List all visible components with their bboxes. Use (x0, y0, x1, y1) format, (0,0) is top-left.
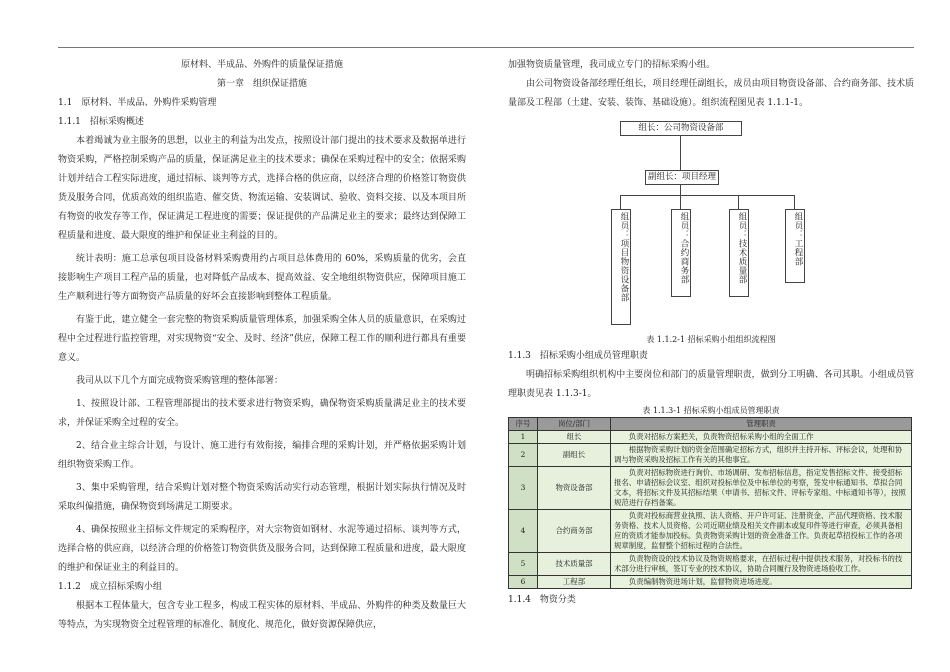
row-no: 3 (509, 467, 538, 510)
table-row (509, 467, 912, 510)
paragraph-group-composition: 由公司物资设备部经理任组长，项目经理任副组长，成员由项目物资设备部、合约商务部、技术质量部及工程部（土建、安装、装饰、基础设施）。组织流程图见表 1.1.1-1。 (508, 79, 914, 108)
table-row (509, 576, 912, 589)
header-rule (58, 47, 914, 48)
org-connector (680, 195, 681, 209)
row-duty: 负责对投标商营业执照、法人资格、开户许可证、注册资金、产品代理资格、技术服务资格、技术人员资格、公司近期业绩及相关文件副本或复印件等进行审查，必须具备相应的资质才能参加投标。负责物资采购计划的资金准备工作。负责起草招投标工作的各项规章制度，监督整个招标过程的合法性。 (611, 510, 912, 553)
org-member-quality: 组员：技术质量部 (729, 209, 749, 297)
row-dept: 副组长 (538, 444, 611, 467)
paragraph-overview: 本着竭诚为业主服务的思想，以业主的利益为出发点，按照设计部门提出的技术要求及数据单进行物资采购，严格控制采购产品的质量，保证满足业主的技术要求；确保在采购过程中的安全；依据采购计划并结合工程实际进度，通过招标、谈判等方式，选择合格的供应商，以经济合理的价格签订物资供货及服务合同，优质高效的组织监造、催交货、物流运输、安装调试、验收、资料交接、以及本项目所有物资的收发存等工作，保证满足工程进度的需要；保证提供的产品满足业主的要求；最终达到保障工程质量和进度、最大限度的维护和保证业主利益的目的。 (58, 136, 466, 241)
table-header-row (509, 418, 912, 431)
section-heading-1-1-3: 1.1.3 招标采购小组成员管理职责 (508, 351, 648, 361)
chapter-heading: 第一章 组织保证措施 (216, 79, 307, 89)
column-header-dept: 岗位/部门 (538, 418, 611, 431)
row-dept: 合约商务部 (538, 510, 611, 553)
paragraph-item-1: 1、按照设计部、工程管理部提出的技术要求进行物资采购，确保物资采购质量满足业主的技术要求，并保证采购全过程的安全。 (58, 399, 466, 428)
org-connector (738, 195, 739, 209)
responsibility-table (508, 417, 912, 589)
row-dept: 工程部 (538, 576, 611, 589)
paragraph-item-3: 3、集中采购管理，结合采购计划对整个物资采购活动实行动态管理，根据计划实际执行情况及时采取纠偏措施，确保物资到场满足工期要求。 (58, 483, 466, 512)
org-chart-caption: 表 1.1.2-1 招标采购小组组织流程图 (646, 335, 776, 344)
section-heading-1-1-1: 1.1.1 招标采购概述 (58, 117, 144, 127)
paragraph-group-setup: 根据本工程体量大，包含专业工程多，构成工程实体的原材料、半成品、外购件的种类及数量巨大等特点，为实现物资全过程管理的标准化、制度化、规范化，做好资源保障供应， (58, 601, 466, 630)
column-header-duty: 管理职责 (611, 418, 912, 431)
org-connector (794, 195, 795, 209)
section-heading-1-1: 1.1 原材料、半成品、外购件采购管理 (58, 98, 217, 108)
row-no: 4 (509, 510, 538, 553)
paragraph-continued: 加强物资质量管理，我司成立专门的招标采购小组。 (508, 60, 716, 70)
table-caption: 表 1.1.3-1 招标采购小组成员管理职责 (642, 406, 780, 415)
paragraph-significance: 有鉴于此，建立健全一套完整的物资采购质量管理体系，加强采购全体人员的质量意识，在采购过程中全过程进行监控管理，对实现物资“安全、及时、经济”供应，保障工程工作的顺利进行都具有重要意义。 (58, 315, 466, 363)
row-no: 6 (509, 576, 538, 589)
org-connector (680, 185, 681, 195)
table-row (509, 444, 912, 467)
row-dept: 技术质量部 (538, 553, 611, 576)
org-deputy-box: 副组长：项目经理 (645, 170, 719, 185)
paragraph-responsibilities: 明确招标采购组织机构中主要岗位和部门的质量管理职责，做到分工明确、各司其职。小组成员管理职责见表 1.1.3-1。 (508, 370, 914, 399)
row-duty: 负责物资设的技术协议及物资规格要求，在招标过程中提供技术服务，对投标书的技术部分进行审核，签订专业的技术协议，协助合同履行及物资进场验收工作。 (611, 553, 912, 576)
row-no: 5 (509, 553, 538, 576)
paragraph-item-4: 4、确保按照业主招标文件规定的采购程序，对大宗物资如钢材、水泥等通过招标、谈判等方式，选择合格的供应商，以经济合理的价格签订物资供货及服务合同，达到保障工程质量和进度，最大限度的维护和保证业主的利益目的。 (58, 525, 466, 573)
org-member-materials: 组员：项目物资设备部 (611, 209, 631, 325)
row-dept: 组长 (538, 431, 611, 444)
org-chart (508, 117, 914, 347)
row-duty: 根据物资采购计划的资金范围确定招标方式，组织并主持开标、评标会议，处理和协调与物资采购及招标工作有关的其他事宜。 (611, 444, 912, 467)
paragraph-item-2: 2、结合业主综合计划，与设计、施工进行有效衔接，编排合理的采购计划，并严格依据采购计划组织物资采购工作。 (58, 441, 466, 470)
org-connector (680, 136, 681, 170)
org-connector (620, 195, 794, 196)
org-member-contracts: 组员：合约商务部 (671, 209, 691, 297)
paragraph-statistics: 统计表明：施工总承包项目设备材料采购费用约占项目总体费用的 60%，采购质量的优劣，会直接影响生产项目工程产品的质量，也对降低产品成本、提高效益、安全地组织物资供应，保障项目施工生产顺利进行等方面物资产品质量的好坏会直接影响到整体工程质量。 (58, 254, 466, 302)
row-no: 2 (509, 444, 538, 467)
table-row (509, 553, 912, 576)
row-duty: 负责对招标物资进行询价、市场调研、发布招标信息，指定发售招标文件、接受招标报名、申请招标会议室、组织对投标单位及中标单位的考察，签发中标通知书、草拟合同文本，将招标文件及其招标结果（申请书、招标文件、评标专家组、中标通知书等），按照规范进行存档备案。 (611, 467, 912, 510)
section-heading-1-1-2: 1.1.2 成立招标采购小组 (58, 582, 162, 592)
column-header-no: 序号 (509, 418, 538, 431)
org-leader-box: 组长：公司物资设备部 (620, 121, 742, 136)
section-heading-1-1-4: 1.1.4 物资分类 (508, 595, 576, 605)
row-no: 1 (509, 431, 538, 444)
table-row (509, 431, 912, 444)
right-column (508, 56, 914, 610)
left-column (58, 56, 466, 635)
paragraph-deployment-intro: 我司从以下几个方面完成物资采购管理的整体部署： (76, 376, 284, 386)
org-member-engineering: 组员：工程部 (785, 209, 805, 283)
document-title: 原材料、半成品、外购件的质量保证措施 (180, 60, 343, 70)
row-duty: 负责对招标方案把关，负责物资招标采购小组的全面工作 (611, 431, 912, 444)
row-dept: 物资设备部 (538, 467, 611, 510)
org-connector (620, 195, 621, 209)
row-duty: 负责编制物资进场计划，监督物资进场进度。 (611, 576, 912, 589)
table-row (509, 510, 912, 553)
